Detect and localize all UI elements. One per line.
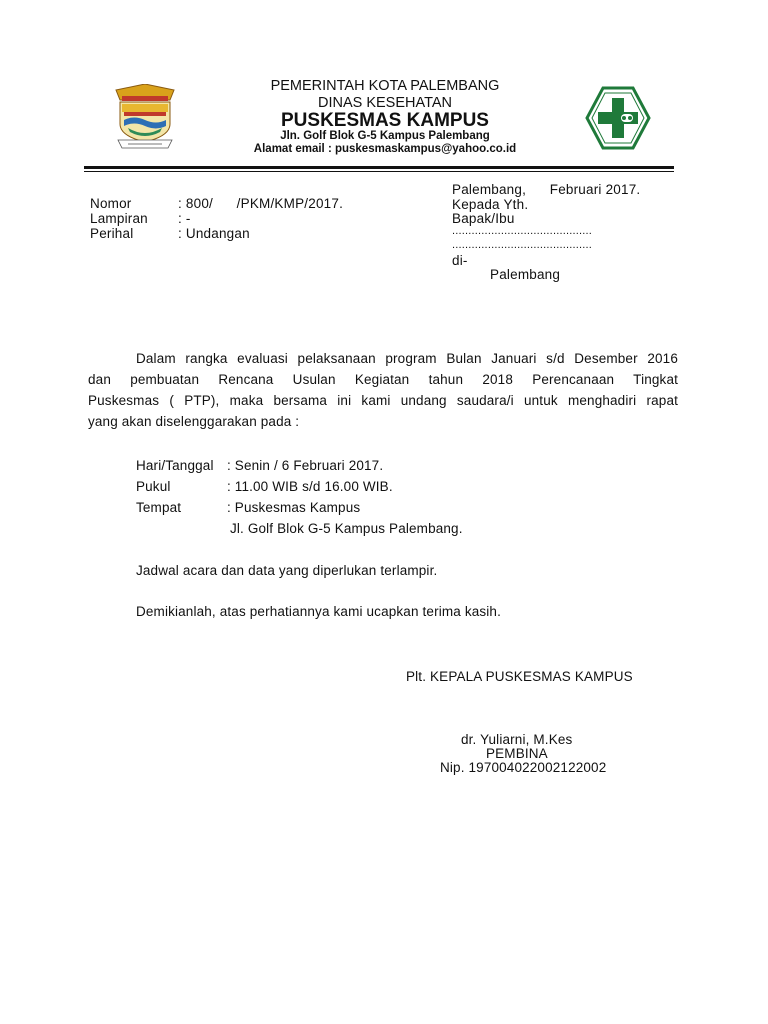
lampiran-label: Lampiran [90,211,148,226]
letterhead-divider-thick [84,166,674,169]
hari-value: : Senin / 6 Februari 2017. [227,458,384,473]
recipient-dots-1: ........................................... [452,225,593,237]
letterhead-address: Jln. Golf Blok G-5 Kampus Palembang [280,130,490,142]
jadwal-note: Jadwal acara dan data yang diperlukan terlampir. [136,563,438,578]
lampiran-value: : - [178,211,191,226]
letter-date: Palembang, Februari 2017. [452,182,641,197]
letterhead-line2: DINAS KESEHATAN [317,95,453,111]
recipient-di: di- [452,253,468,268]
letterhead-email: Alamat email : puskesmaskampus@yahoo.co.id [253,143,517,155]
body-paragraph-line: dan pembuatan Rencana Usulan Kegiatan tahun 2018 Perencanaan Tingkat [88,372,678,387]
body-paragraph-line: Puskesmas ( PTP), maka bersama ini kami undang saudara/i untuk menghadiri rapat [88,393,678,408]
body-paragraph-line: Dalam rangka evaluasi pelaksanaan program Bulan Januari s/d Desember 2016 [136,351,678,366]
recipient-dots-2: ........................................... [452,239,593,251]
letterhead-title: PUSKESMAS KAMPUS [281,110,489,131]
recipient-city: Palembang [490,267,561,282]
signature-position: Plt. KEPALA PUSKESMAS KAMPUS [406,669,633,684]
body-paragraph [88,348,678,432]
body-paragraph-line: yang akan diselenggarakan pada : [88,414,300,429]
pukul-value: : 11.00 WIB s/d 16.00 WIB. [227,479,393,494]
perihal-value: : Undangan [178,226,250,241]
signature-nip: Nip. 197004022002122002 [440,760,607,775]
letterhead-divider-thin [84,171,674,172]
recipient-name: Bapak/Ibu [452,211,515,226]
hari-label: Hari/Tanggal [136,458,214,473]
nomor-label: Nomor [90,196,132,211]
signature-rank: PEMBINA [486,746,548,761]
puskesmas-logo-icon [585,86,651,150]
recipient-to: Kepada Yth. [452,197,529,212]
kota-palembang-emblem-icon [110,84,180,150]
nomor-value: : 800/ /PKM/KMP/2017. [178,196,344,211]
pukul-label: Pukul [136,479,171,494]
tempat-label: Tempat [136,500,182,515]
perihal-label: Perihal [90,226,134,241]
tempat-value: : Puskesmas Kampus [227,500,361,515]
signature-name: dr. Yuliarni, M.Kes [461,732,573,747]
letterhead-line1: PEMERINTAH KOTA PALEMBANG [270,78,500,94]
closing-note: Demikianlah, atas perhatiannya kami ucapkan terima kasih. [136,604,501,619]
tempat-address: Jl. Golf Blok G-5 Kampus Palembang. [230,521,463,536]
